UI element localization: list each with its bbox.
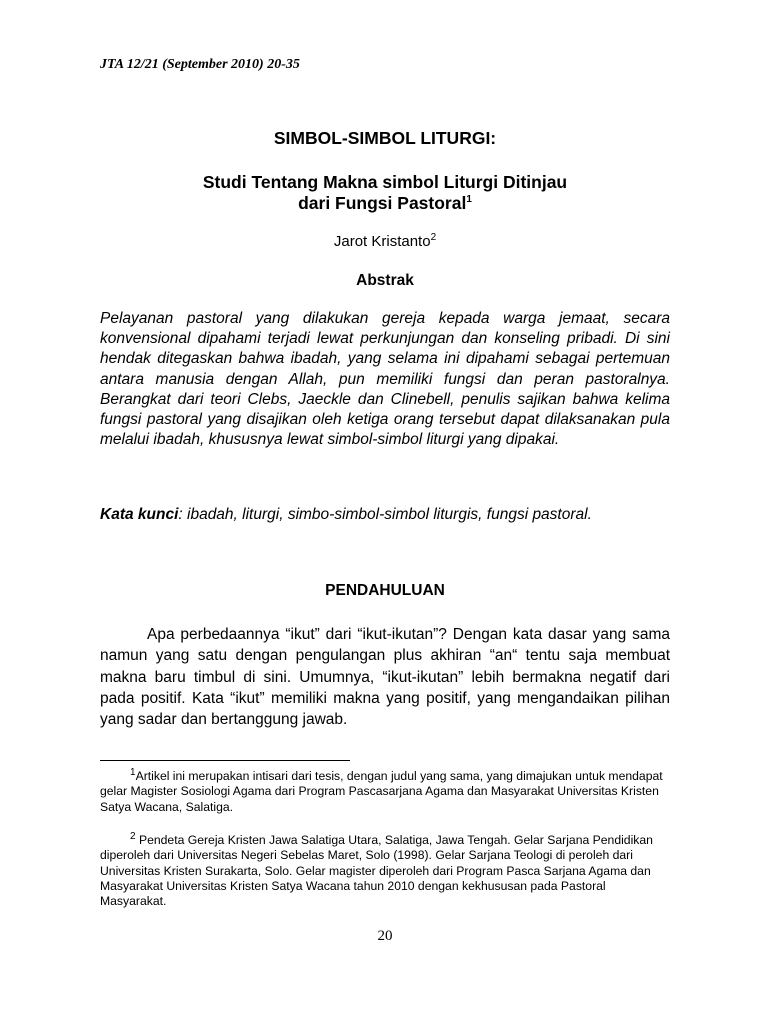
subtitle-line-1: Studi Tentang Makna simbol Liturgi Ditinjau [202, 172, 568, 192]
footnote-1 [100, 766, 675, 815]
footnote-2-number: 2 [130, 830, 136, 842]
footnote-1-text: Artikel ini merupakan intisari dari tesis, dengan judul yang sama, yang dimajukan untuk mendapat gelar Magister Sosiologi Agama dari Program Pascasarjana Agama dan Masyarakat Universitas Kristen Satya Wacana, Salatiga. [100, 769, 663, 814]
footnote-ref-2[interactable]: 2 [430, 232, 437, 243]
subtitle-line-2 [100, 193, 670, 214]
footnote-divider [100, 760, 350, 761]
footnote-2-text: Pendeta Gereja Kristen Jawa Salatiga Utara, Salatiga, Jawa Tengah. Gelar Sarjana Pendidikan diperoleh dari Universitas Negeri Sebelas Maret, Solo (1998). Gelar Sarjana Teologi di peroleh dari Universitas Kristen Surakarta, Solo. Gelar magister diperoleh dari Program Pasca Sarjana Agama dan Masyarakat Universitas Kristen Satya Wacana tahun 2010 dengan kekhususan pada Pastoral Masyarakat. [100, 833, 653, 909]
page-number: 20 [377, 928, 393, 944]
footnote-1-number: 1 [130, 766, 136, 778]
subtitle-line-2-text: dari Fungsi Pastoral [298, 193, 467, 213]
author-name: Jarot Kristanto [333, 233, 431, 250]
article-title: SIMBOL-SIMBOL LITURGI: [273, 128, 497, 148]
abstract-text: Pelayanan pastoral yang dilakukan gereja kepada warga jemaat, secara konvensional dipahami terjadi lewat perkunjungan dan konseling pribadi. Di sini hendak ditegaskan bahwa ibadah, yang selama ini dipahami sebagai pertemuan antara manusia dengan Allah, pun memiliki fungsi dan peran pastoralnya. Berangkat dari teori Clebs, Jaeckle dan Clinebell, penulis sajikan bahwa kelima fungsi pastoral yang disajikan oleh ketiga orang tersebut dapat dilaksanakan pula melalui ibadah, khususnya lewat simbol-simbol liturgi yang dipakai. [100, 310, 670, 449]
journal-reference: JTA 12/21 (September 2010) 20-35 [100, 57, 300, 72]
article-subtitle [100, 172, 670, 214]
footnote-2 [100, 830, 675, 909]
keywords [100, 505, 670, 525]
intro-paragraph: Apa perbedaannya “ikut” dari “ikut-ikutan”? Dengan kata dasar yang sama namun yang satu dengan pengulangan plus akhiran “an“ tentu saja membuat makna baru timbul di sini. Umumnya, “ikut-ikutan” lebih bermakna negatif dari pada positif. Kata “ikut” memiliki makna yang positif, yang mengandaikan pilihan yang sadar dan bertanggung jawab. [100, 626, 670, 729]
section-heading: PENDAHULUAN [325, 582, 445, 599]
footnote-ref-1[interactable]: 1 [466, 194, 472, 206]
author-line [100, 233, 670, 250]
keywords-label: Kata kunci [100, 506, 179, 523]
abstract-heading: Abstrak [356, 272, 414, 289]
keywords-text: : ibadah, liturgi, simbo-simbol-simbol liturgis, fungsi pastoral. [178, 506, 592, 523]
